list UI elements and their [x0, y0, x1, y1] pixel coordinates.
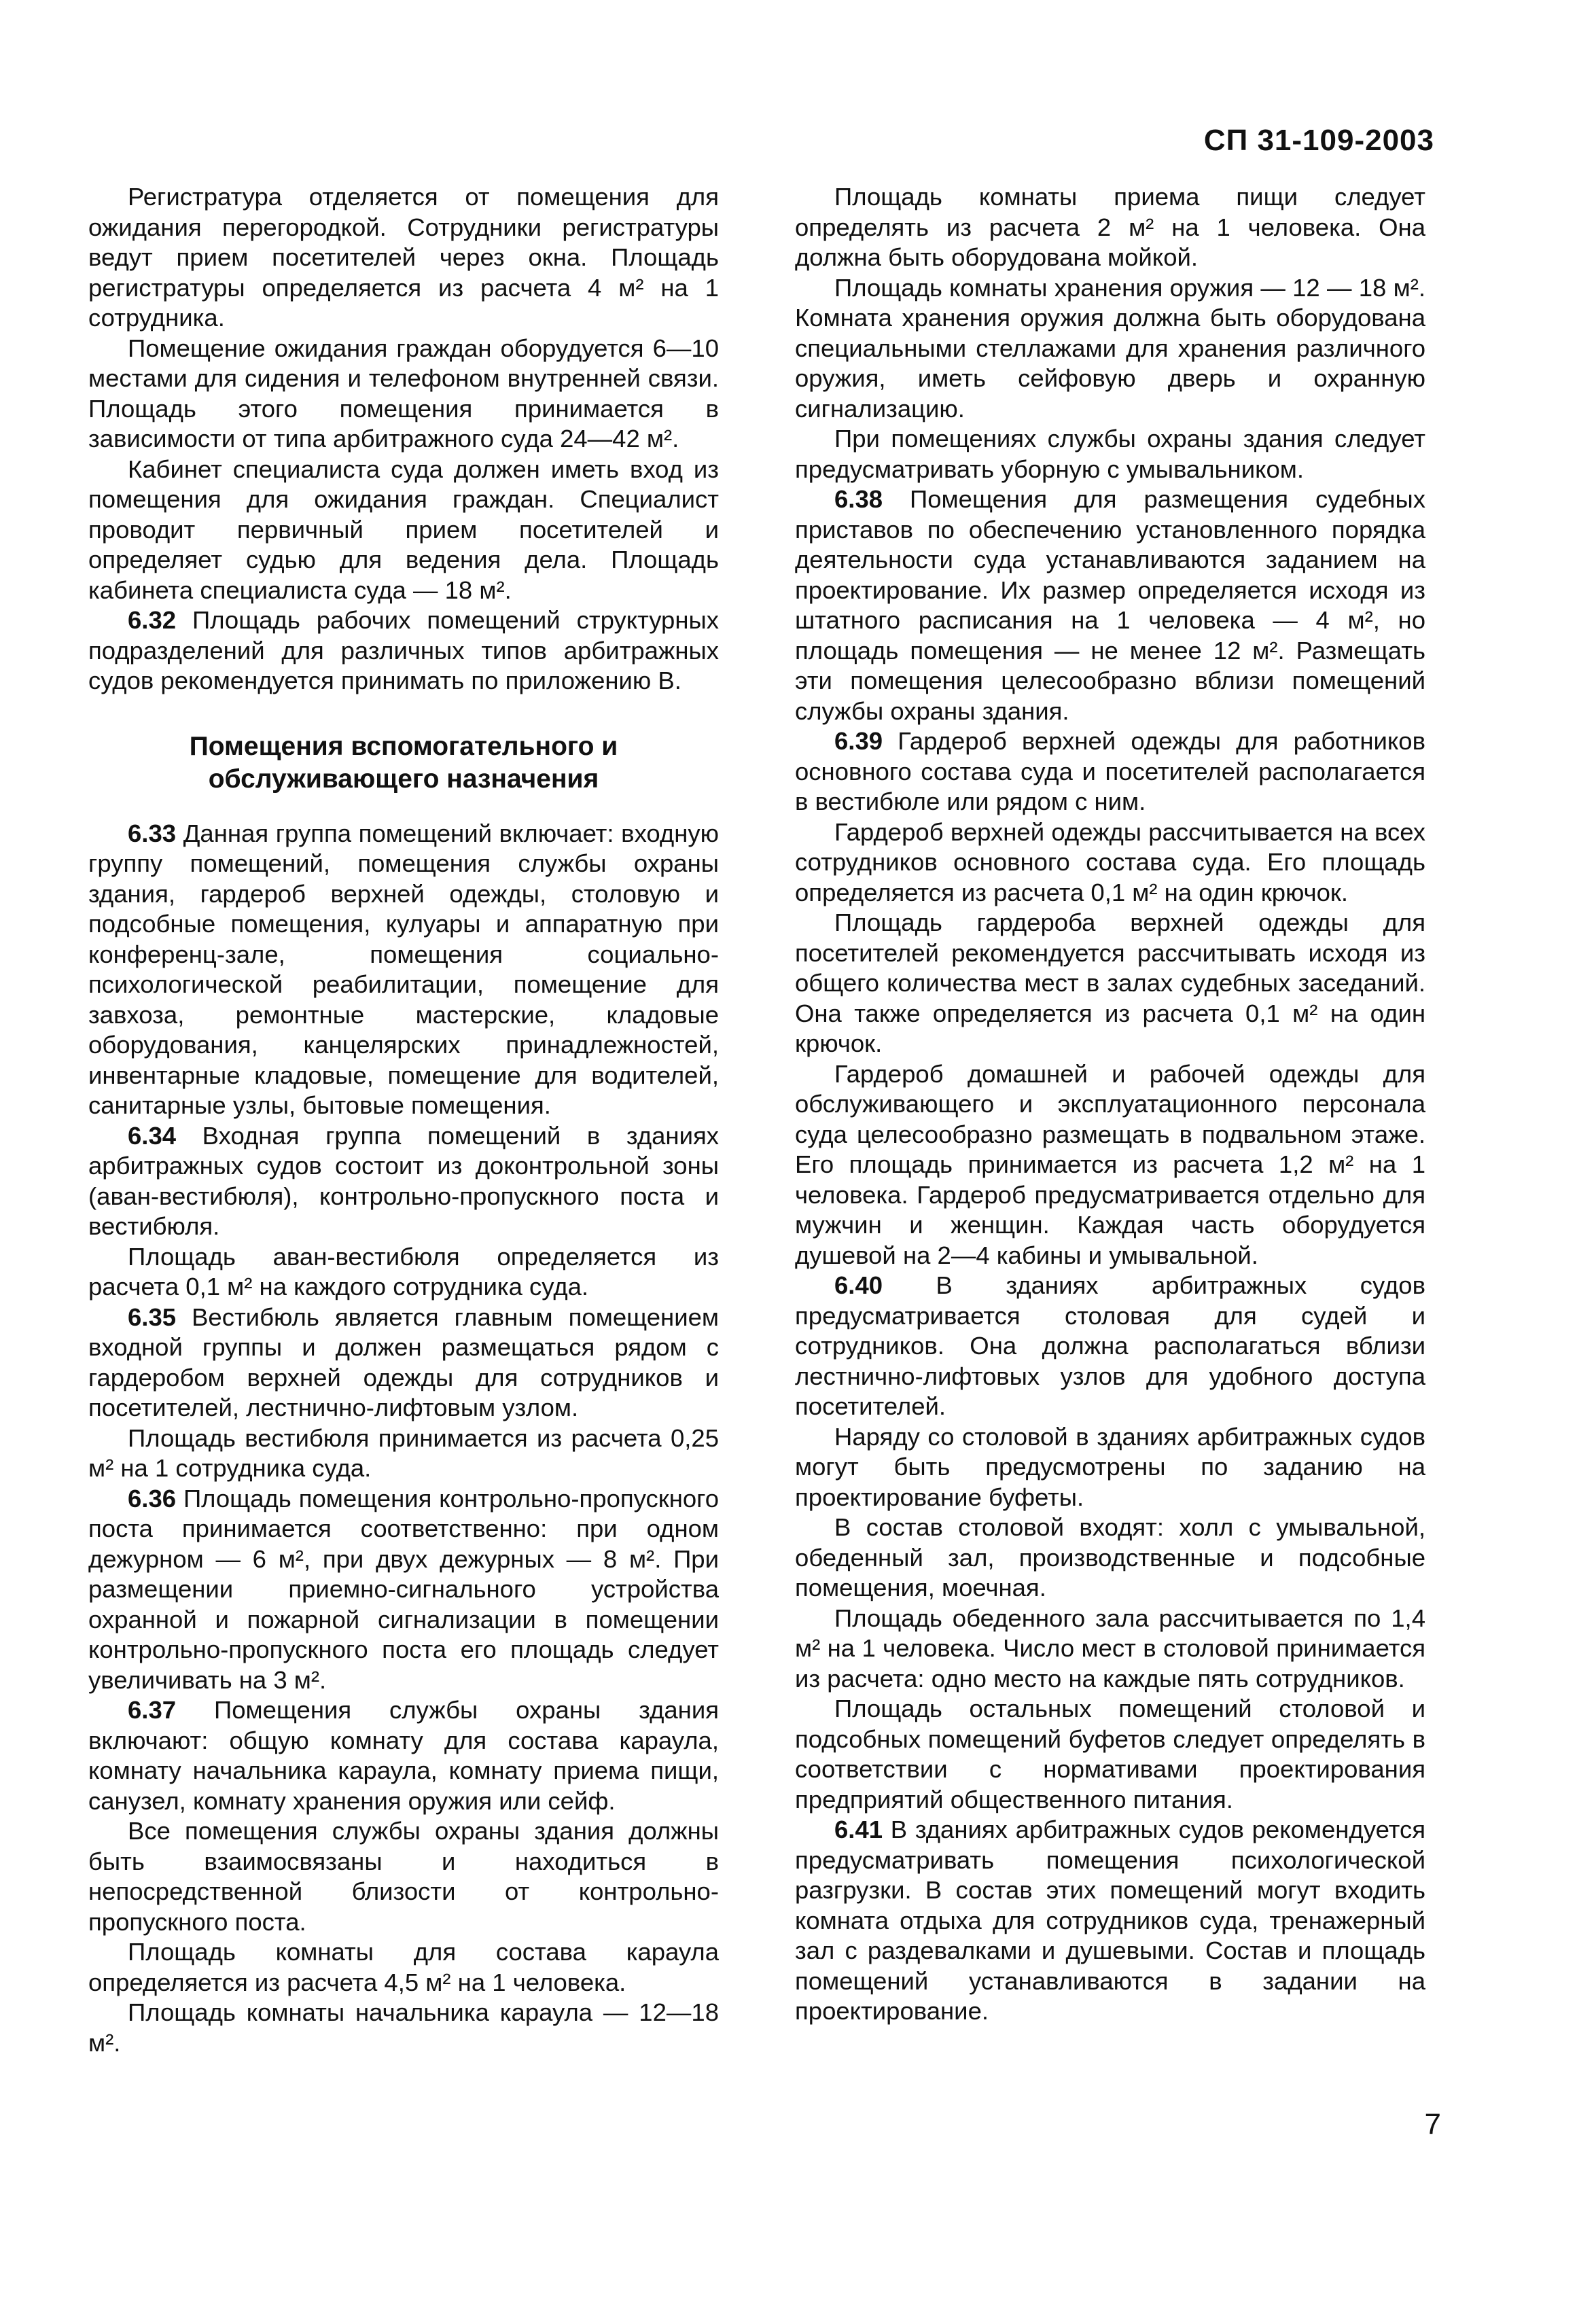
clause-number: 6.37: [128, 1696, 177, 1724]
paragraph-text: Площадь рабочих помещений структурных подразделений для различных типов арбитражных судов рекомендуется принимать по приложению В.: [88, 606, 719, 694]
paragraph: Площадь комнаты начальника караула — 12—18 м².: [88, 1998, 719, 2057]
paragraph-text: Гардероб верхней одежды для работников основного состава суда и посетителей располагается в вестибюле или рядом с ним.: [795, 727, 1425, 815]
clause-number: 6.34: [128, 1121, 177, 1150]
paragraph: [795, 1271, 1425, 1422]
section-heading: Помещения вспомогательного и обслуживающего назначения: [189, 731, 618, 794]
left-column: [88, 182, 719, 2058]
paragraph: Площадь гардероба верхней одежды для посетителей рекомендуется рассчитывать исходя из общего количества мест в залах судебных заседаний. Она также определяется из расчета 0,1 м² на один крючок.: [795, 908, 1425, 1057]
clause-number: 6.41: [834, 1816, 883, 1843]
paragraph: Площадь комнаты приема пищи следует определять из расчета 2 м² на 1 человека. Она должна быть оборудована мойкой.: [795, 183, 1425, 271]
paragraph-text: Вестибюль является главным помещением входной группы и должен размещаться рядом с гардеробом верхней одежды для сотрудников и посетителей, лестнично-лифтовым узлом.: [88, 1303, 719, 1421]
paragraph-text: В зданиях арбитражных судов предусматривается столовая для судей и сотрудников. Она должна располагаться вблизи лестнично-лифтовых узлов для удобного доступа посетителей.: [795, 1271, 1425, 1420]
paragraph: При помещениях службы охраны здания следует предусматривать уборную с умывальником.: [795, 425, 1425, 483]
paragraph: [88, 1484, 719, 1696]
paragraph: [88, 1303, 719, 1423]
paragraph: Площадь комнаты для состава караула определяется из расчета 4,5 м² на 1 человека.: [88, 1938, 719, 1996]
paragraph: [795, 1815, 1425, 2027]
paragraph: [88, 605, 719, 696]
paragraph: Кабинет специалиста суда должен иметь вход из помещения для ожидания граждан. Специалист проводит первичный прием посетителей и определяет судью для ведения дела. Площадь кабинета специалиста суда — 18 м².: [88, 455, 719, 604]
paragraph: Площадь аван-вестибюля определяется из расчета 0,1 м² на каждого сотрудника суда.: [88, 1242, 719, 1301]
paragraph: В состав столовой входят: холл с умывальной, обеденный зал, производственные и подсобные помещения, моечная.: [795, 1513, 1425, 1602]
clause-number: 6.35: [128, 1303, 177, 1331]
paragraph: [88, 819, 719, 1121]
paragraph: Наряду со столовой в зданиях арбитражных судов могут быть предусмотрены по заданию на проектирование буфеты.: [795, 1422, 1425, 1511]
paragraph: [795, 726, 1425, 817]
paragraph: Гардероб верхней одежды рассчитывается на всех сотрудников основного состава суда. Его площадь определяется из расчета 0,1 м² на один крючок.: [795, 817, 1425, 906]
paragraph: Гардероб домашней и рабочей одежды для обслуживающего и эксплуатационного персонала суда целесообразно размещать в подвальном этаже. Его площадь принимается из расчета 1,2 м² на 1 человека. Гардероб предусматривается отдельно для мужчин и женщин. Каждая часть оборудуется душевой на 2—4 кабины и умывальной.: [795, 1059, 1425, 1269]
paragraph: [88, 1121, 719, 1242]
page-number: 7: [1424, 2108, 1441, 2141]
clause-number: 6.32: [128, 606, 177, 634]
document-code: СП 31-109-2003: [1203, 124, 1434, 157]
paragraph-text: Помещения для размещения судебных приставов по обеспечению установленного порядка деятельности суда устанавливаются заданием на проектирование. Их размер определяется исходя из штатного расписания на 1 человека — 4 м², но площадь помещения — не менее 12 м². Размещать эти помещения целесообразно вблизи помещений службы охраны здания.: [795, 485, 1425, 725]
right-column: [795, 182, 1425, 2027]
paragraph-text: В зданиях арбитражных судов рекомендуется предусматривать помещения психологической разгрузки. В состав этих помещений могут входить комната отдыха для сотрудников суда, тренажерный зал с раздевалками и душевыми. Состав и площадь помещений устанавливаются в задании на проектирование.: [795, 1816, 1425, 2025]
clause-number: 6.39: [834, 727, 883, 755]
paragraph: Площадь вестибюля принимается из расчета 0,25 м² на 1 сотрудника суда.: [88, 1423, 719, 1482]
paragraph-text: Входная группа помещений в зданиях арбитражных судов состоит из доконтрольной зоны (аван-вестибюля), контрольно-пропускного поста и вестибюля.: [88, 1121, 719, 1240]
clause-number: 6.40: [834, 1271, 883, 1299]
paragraph: Помещение ожидания граждан оборудуется 6—10 местами для сидения и телефоном внутренней связи. Площадь этого помещения принимается в зависимости от типа арбитражного суда 24—42 м².: [88, 334, 719, 453]
clause-number: 6.38: [834, 485, 883, 513]
paragraph: Площадь остальных помещений столовой и подсобных помещений буфетов следует определять в соответствии с нормативами проектирования предприятий общественного питания.: [795, 1695, 1425, 1814]
paragraph: Регистратура отделяется от помещения для ожидания перегородкой. Сотрудники регистратуры ведут прием посетителей через окна. Площадь регистратуры определяется из расчета 4 м² на 1 сотрудника.: [88, 183, 719, 332]
clause-number: 6.36: [128, 1484, 177, 1513]
paragraph: [795, 484, 1425, 726]
paragraph-text: Данная группа помещений включает: входную группу помещений, помещения службы охраны здания, гардероб верхней одежды, столовую и подсобные помещения, кулуары и аппаратную при конференц-зале, помещения социально-психологической реабилитации, помещение для завхоза, ремонтные мастерские, кладовые оборудования, канцелярских принадлежностей, инвентарные кладовые, помещение для водителей, санитарные узлы, бытовые помещения.: [88, 819, 719, 1119]
paragraph: Все помещения службы охраны здания должны быть взаимосвязаны и находиться в непосредственной близости от контрольно-пропускного поста.: [88, 1817, 719, 1936]
paragraph-text: Помещения службы охраны здания включают: общую комнату для состава караула, комнату начальника караула, комнату приема пищи, санузел, комнату хранения оружия или сейф.: [88, 1696, 719, 1815]
paragraph: Площадь обеденного зала рассчитывается по 1,4 м² на 1 человека. Число мест в столовой принимается из расчета: одно место на каждые пять сотрудников.: [795, 1604, 1425, 1693]
clause-number: 6.33: [128, 819, 177, 847]
paragraph: Площадь комнаты хранения оружия — 12 — 18 м². Комната хранения оружия должна быть оборудована специальными стеллажами для хранения различного оружия, иметь сейфовую дверь и охранную сигнализацию.: [795, 273, 1425, 423]
paragraph-text: Площадь помещения контрольно-пропускного поста принимается соответственно: при одном дежурном — 6 м², при двух дежурных — 8 м². При размещении приемно-сигнального устройства охранной и пожарной сигнализации в помещении контрольно-пропускного поста его площадь следует увеличивать на 3 м².: [88, 1484, 719, 1694]
paragraph: [88, 1695, 719, 1816]
